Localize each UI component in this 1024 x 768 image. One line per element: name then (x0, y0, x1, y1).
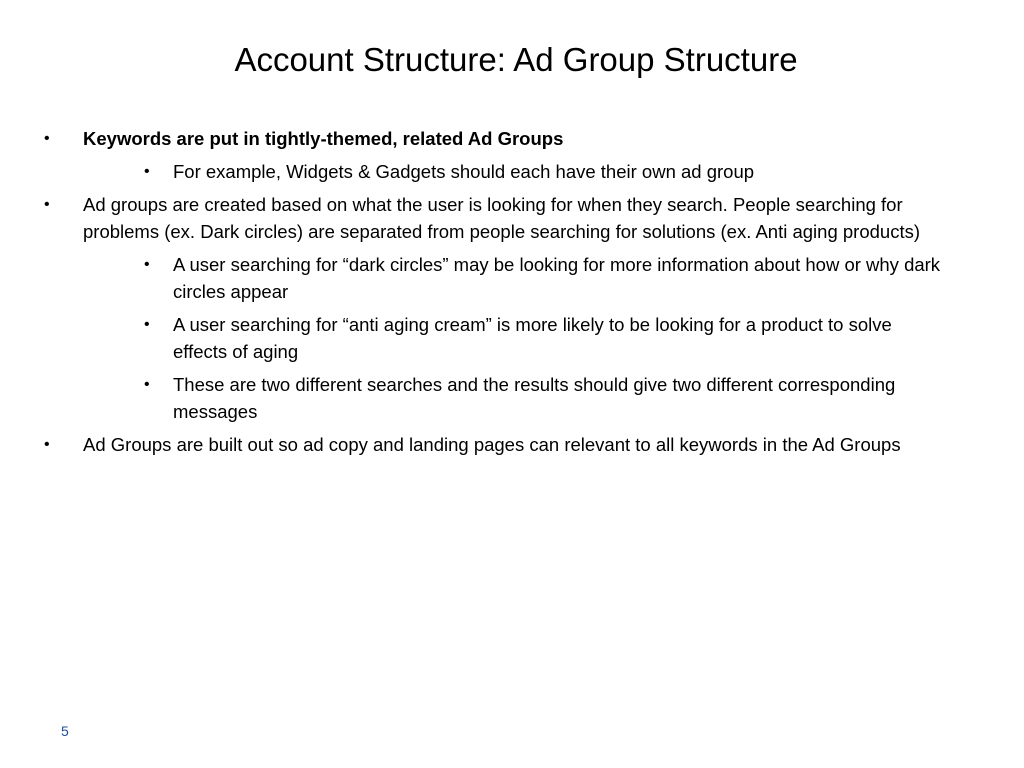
bullet-text: A user searching for “dark circles” may be looking for more information about how or why dark circles appear (173, 254, 941, 302)
sub-bullet-item-4 (44, 371, 944, 425)
bullet-icon: • (44, 436, 50, 453)
bullet-icon: • (44, 130, 50, 147)
slide-title: Account Structure: Ad Group Structure (234, 41, 798, 78)
sub-bullet-item-1 (44, 158, 944, 185)
bullet-text: Ad Groups are built out so ad copy and landing pages can relevant to all keywords in the Ad Groups (83, 434, 901, 455)
bullet-text: Keywords are put in tightly-themed, related Ad Groups (83, 128, 564, 149)
bullet-list (44, 125, 944, 464)
bullet-icon: • (144, 376, 150, 393)
bullet-text: These are two different searches and the results should give two different corresponding messages (173, 374, 896, 422)
bullet-icon: • (144, 256, 150, 273)
bullet-text: For example, Widgets & Gadgets should each have their own ad group (173, 161, 755, 182)
sub-bullet-item-2 (44, 251, 944, 305)
bullet-item-3 (44, 431, 944, 458)
bullet-item-2 (44, 191, 944, 245)
bullet-icon: • (144, 316, 150, 333)
page-number: 5 (61, 723, 69, 739)
bullet-icon: • (144, 163, 150, 180)
bullet-icon: • (44, 196, 50, 213)
sub-bullet-item-3 (44, 311, 944, 365)
bullet-item-1 (44, 125, 944, 152)
bullet-text: Ad groups are created based on what the user is looking for when they search. People searching for problems (ex. Dark circles) are separated from people searching for solutions (ex. Anti aging products) (83, 194, 920, 242)
bullet-text: A user searching for “anti aging cream” is more likely to be looking for a product to solve effects of aging (173, 314, 892, 362)
